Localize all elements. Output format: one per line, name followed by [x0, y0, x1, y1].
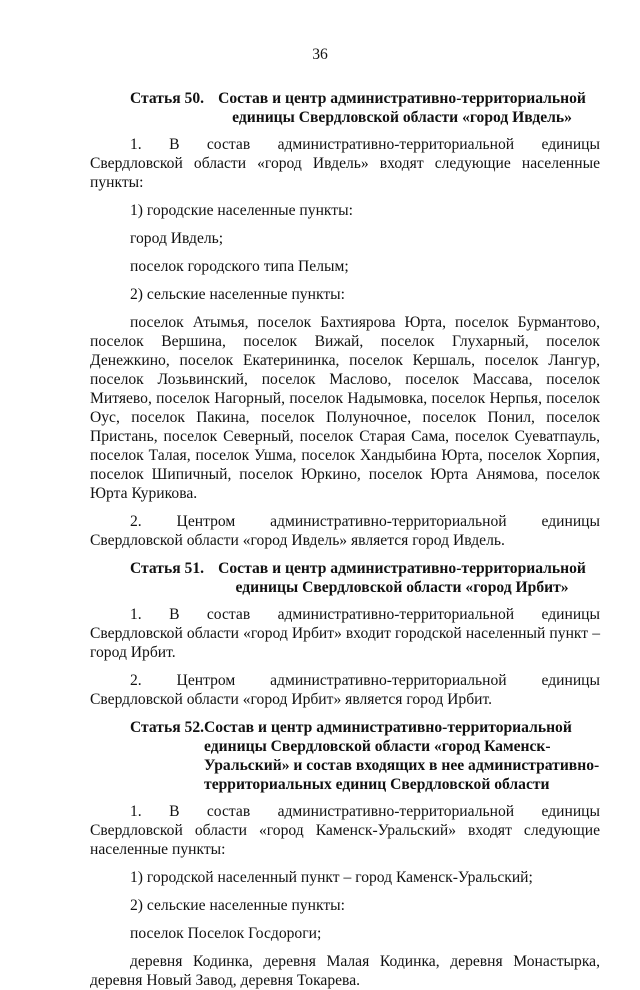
article-paragraph: 1) городской населенный пункт – город Каменск-Уральский;	[130, 869, 533, 886]
article-paragraph: 2. Центром административно-территориальной единицы Свердловской области «город Ирбит» является город Ирбит.	[90, 672, 600, 708]
article-heading	[90, 559, 600, 597]
article-title: Состав и центр административно-территориальной единицы Свердловской области «город Ивдель»	[218, 90, 586, 126]
article-heading	[90, 718, 600, 794]
article-number: Статья 50.	[130, 90, 205, 107]
article-paragraph: поселок Атымья, поселок Бахтиярова Юрта, поселок Бурмантово, поселок Вершина, поселок Вижай, поселок Глухарный, поселок Денежкино, поселок Екатерининка, поселок Кершаль, поселок Лангур, поселок Лозьвинский, поселок Маслово, поселок Массава, поселок Митяево, поселок Нагорный, поселок Надымовка, поселок Нерпья, поселок Оус, поселок Пакина, поселок Полуночное, поселок Понил, поселок Пристань, поселок Северный, поселок Старая Сама, поселок Суеватпауль, поселок Талая, поселок Ушма, поселок Хандыбина Юрта, поселок Хорпия, поселок Шипичный, поселок Юркино, поселок Юрта Анямова, поселок Юрта Курикова.	[90, 314, 600, 502]
article-paragraph: город Ивдель;	[130, 230, 224, 247]
article-50	[90, 89, 600, 550]
article-title: Состав и центр административно-территориальной единицы Свердловской области «город Ирбит»	[218, 560, 586, 596]
article-paragraph: 2) сельские населенные пункты:	[130, 897, 345, 914]
article-paragraph: 1. В состав административно-территориальной единицы Свердловской области «город Ирбит» входит городской населенный пункт – город Ирбит.	[90, 606, 600, 661]
document-body	[90, 89, 600, 990]
article-51	[90, 559, 600, 709]
article-paragraph: поселок городского типа Пелым;	[130, 258, 349, 275]
article-number: Статья 51.	[130, 560, 205, 577]
article-paragraph: 1. В состав административно-территориальной единицы Свердловской области «город Каменск-Уральский» входят следующие населенные пункты:	[90, 803, 600, 858]
page-number: 36	[312, 46, 328, 63]
article-title: Состав и центр административно-территориальной единицы Свердловской области «город Каменск-Уральский» и состав входящих в нее административно-территориальных единиц Свердловской области	[204, 719, 600, 793]
article-paragraph: поселок Поселок Госдороги;	[130, 925, 322, 942]
article-paragraph: 1) городские населенные пункты:	[130, 202, 353, 219]
article-paragraph: 2. Центром административно-территориальной единицы Свердловской области «город Ивдель» является город Ивдель.	[90, 513, 600, 549]
article-heading	[90, 89, 600, 127]
article-52	[90, 718, 600, 990]
article-paragraph: 1. В состав административно-территориальной единицы Свердловской области «город Ивдель» входят следующие населенные пункты:	[90, 136, 600, 191]
article-paragraph: 2) сельские населенные пункты:	[130, 286, 345, 303]
article-number: Статья 52.	[130, 719, 205, 736]
article-paragraph: деревня Кодинка, деревня Малая Кодинка, деревня Монастырка, деревня Новый Завод, деревня Токарева.	[90, 953, 600, 989]
